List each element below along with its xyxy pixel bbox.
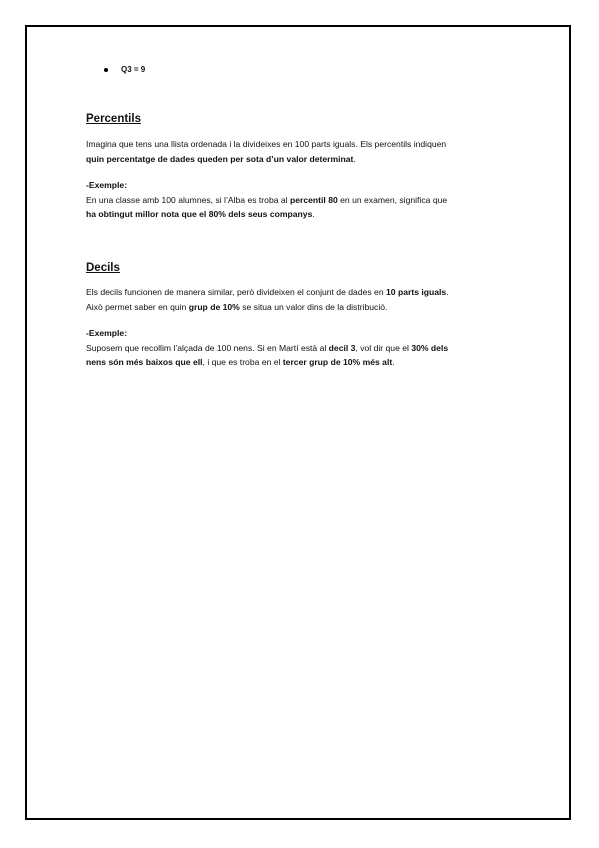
percentils-example-bold-b: percentil 80 (289, 194, 338, 205)
decils-example-text-c: , vol dir que el (355, 342, 412, 353)
decils-example-label: -Exemple: (86, 328, 128, 338)
decils-example (86, 326, 526, 370)
decils-example-text-2b: , i que es troba en el (202, 357, 283, 368)
percentils-example-line-2 (86, 207, 526, 222)
percentils-example (86, 178, 526, 222)
decils-example-text-2d: . (392, 357, 395, 368)
decils-intro-text-c: . (446, 287, 449, 297)
decils-example-bold-b: decil 3 (328, 342, 356, 353)
decils-intro-bold-2b: grup de 10% (188, 301, 240, 312)
decils-intro-text-2c: se situa un valor dins de la distribució. (239, 301, 388, 312)
decils-example-line-1 (86, 341, 526, 356)
percentils-intro-line-1: Imagina que tens una llista ordenada i la divideixes en 100 parts iguals. Els percentils indiquen (86, 139, 447, 149)
percentils-example-text-c: en un examen, significa que (337, 194, 448, 205)
percentils-example-end: . (312, 209, 315, 220)
decils-intro (86, 285, 526, 314)
percentils-example-bold-2: ha obtingut millor nota que el 80% dels seus companys (86, 209, 313, 220)
decils-example-bold-2c: tercer grup de 10% més alt (282, 357, 393, 368)
decils-intro-line-1 (86, 285, 526, 300)
decils-example-line-2 (86, 355, 526, 370)
percentils-intro-bold: quin percentatge de dades queden per sota d’un valor determinat (86, 153, 354, 164)
bullet-dot-icon (104, 68, 108, 72)
decils-heading: Decils (86, 262, 120, 274)
decils-example-bold-d: 30% dels (411, 342, 449, 353)
decils-example-text-a: Suposem que recollim l’alçada de 100 nens. Si en Martí està al (86, 342, 329, 353)
percentils-example-label: -Exemple: (86, 180, 128, 190)
decils-intro-line-2 (86, 300, 526, 315)
decils-intro-bold-b: 10 parts iguals (386, 287, 447, 297)
percentils-example-line-1 (86, 193, 526, 208)
decils-example-bold-2a: nens són més baixos que ell (86, 357, 203, 368)
percentils-example-text-a: En una classe amb 100 alumnes, si l’Alba es troba al (86, 194, 290, 205)
decils-intro-text-2a: Això permet saber en quin (86, 301, 189, 312)
percentils-intro-line-2 (86, 152, 526, 167)
percentils-intro-end: . (353, 153, 356, 164)
decils-intro-text-a: Els decils funcionen de manera similar, però divideixen el conjunt de dades en (86, 287, 387, 297)
percentils-heading: Percentils (86, 113, 141, 125)
bullet-text: Q3 = 9 (121, 65, 146, 74)
percentils-intro (86, 137, 526, 166)
